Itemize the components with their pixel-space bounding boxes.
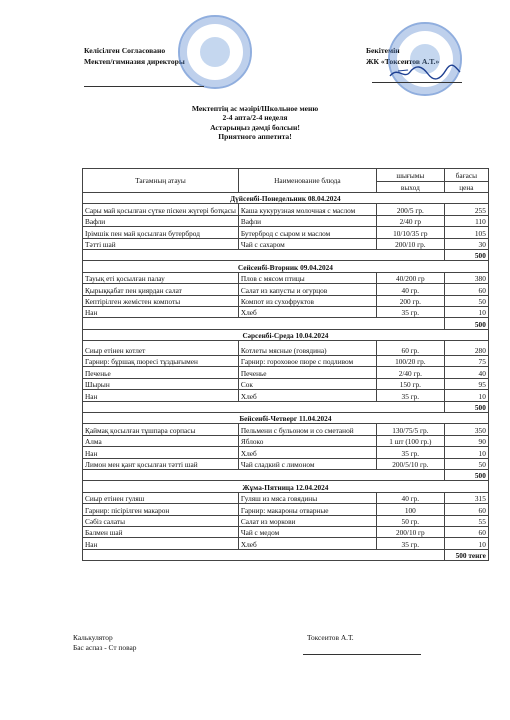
- dish-price: 60: [444, 526, 488, 537]
- day-row: [83, 193, 489, 204]
- dish-name-kz: Нан: [83, 390, 239, 401]
- day-total: 500: [444, 469, 488, 480]
- dish-name-kz: Кептiрiлген жемiстен компоты: [83, 295, 239, 306]
- footer-left: [73, 633, 136, 653]
- dish-output: 150 гр.: [376, 378, 444, 389]
- dish-price: 380: [444, 272, 488, 283]
- dish-output: 35 гр.: [376, 306, 444, 317]
- day-row: [83, 481, 489, 492]
- dish-price: 110: [444, 215, 488, 226]
- total-spacer: [83, 401, 445, 412]
- dish-price: 280: [444, 341, 488, 356]
- dish-price: 90: [444, 435, 488, 446]
- title-greeting-kz: Астарыңыз дәмді болсын!: [210, 122, 300, 132]
- dish-name-ru: Хлеб: [238, 306, 376, 317]
- dish-output: 200/5 гр.: [376, 204, 444, 215]
- dish-name-ru: Котлеты мясные (говядина): [238, 341, 376, 356]
- header-output-ru: выход: [376, 182, 444, 193]
- dish-name-ru: Печенье: [238, 367, 376, 378]
- dish-name-ru: Компот из сухофруктов: [238, 295, 376, 306]
- dish-output: 40 гр.: [376, 492, 444, 503]
- dish-name-kz: Шырын: [83, 378, 239, 389]
- dish-name-kz: Тауық етi қосылған палау: [83, 272, 239, 283]
- dish-price: 30: [444, 238, 488, 249]
- approval-left-title: Келісілген Согласовано: [84, 46, 166, 55]
- day-row: [83, 261, 489, 272]
- school-stamp: [178, 15, 252, 89]
- dish-price: 10: [444, 390, 488, 401]
- dish-name-kz: Лимон мен қант қосылған тәттi шай: [83, 458, 239, 469]
- dish-output: 35 гр.: [376, 390, 444, 401]
- dish-name-kz: Сары май қосылған сүтке пiскен жүгерi ботқасы: [83, 204, 239, 215]
- total-spacer: [83, 549, 445, 560]
- table-row: [83, 356, 489, 367]
- table-row: [83, 447, 489, 458]
- dish-name-ru: Чай с медом: [238, 526, 376, 537]
- header-output-kz: шығымы: [376, 169, 444, 182]
- dish-name-kz: Нан: [83, 447, 239, 458]
- total-spacer: [83, 318, 445, 329]
- day-row: [83, 413, 489, 424]
- dish-output: 200/5/10 гр.: [376, 458, 444, 469]
- dish-output: 130/75/5 гр.: [376, 424, 444, 435]
- dish-name-ru: Чай с сахаром: [238, 238, 376, 249]
- table-row: [83, 238, 489, 249]
- table-row: [83, 390, 489, 401]
- dish-output: 100: [376, 504, 444, 515]
- handwritten-signature: [388, 62, 462, 84]
- day-total: 500: [444, 401, 488, 412]
- dish-name-kz: Iрiмшiк пен май қосылған бутерброд: [83, 227, 239, 238]
- dish-name-ru: Гарнир: макароны отварные: [238, 504, 376, 515]
- dish-name-ru: Сок: [238, 378, 376, 389]
- total-row: [83, 318, 489, 329]
- total-spacer: [83, 469, 445, 480]
- table-row: [83, 435, 489, 446]
- footer-signer: Токсеитов А.Т.: [307, 633, 354, 642]
- dish-name-kz: Гарнир: пiсiрiлген макарон: [83, 504, 239, 515]
- dish-price: 50: [444, 295, 488, 306]
- total-row: [83, 249, 489, 260]
- table-row: [83, 295, 489, 306]
- dish-name-ru: Гарнир: гороховое пюре с подливом: [238, 356, 376, 367]
- dish-name-ru: Салат из моркови: [238, 515, 376, 526]
- table-row: [83, 367, 489, 378]
- dish-output: 200/10 гр.: [376, 238, 444, 249]
- header-price-kz: бағасы: [444, 169, 488, 182]
- dish-output: 2/40 гр: [376, 215, 444, 226]
- dish-name-kz: Қырыққабат пен қиярдан салат: [83, 284, 239, 295]
- dish-output: 200/10 гр: [376, 526, 444, 537]
- approval-right-entity: ЖК «Токсеитов А.Т.»: [366, 57, 440, 66]
- dish-output: 2/40 гр.: [376, 367, 444, 378]
- dish-name-kz: Балмен шай: [83, 526, 239, 537]
- table-row: [83, 306, 489, 317]
- dish-output: 40/200 гр: [376, 272, 444, 283]
- dish-output: 50 гр.: [376, 515, 444, 526]
- dish-price: 50: [444, 458, 488, 469]
- day-title: Сейсенбі-Вторник 09.04.2024: [83, 261, 489, 272]
- dish-price: 95: [444, 378, 488, 389]
- dish-price: 350: [444, 424, 488, 435]
- dish-name-ru: Гуляш из мяса говядины: [238, 492, 376, 503]
- dish-name-ru: Хлеб: [238, 390, 376, 401]
- dish-price: 55: [444, 515, 488, 526]
- title-week: 2-4 апта/2-4 неделя: [222, 113, 288, 123]
- dish-name-ru: Хлеб: [238, 538, 376, 549]
- dish-output: 200 гр.: [376, 295, 444, 306]
- dish-price: 10: [444, 538, 488, 549]
- day-title: Дүйсенбі-Понедельник 08.04.2024: [83, 193, 489, 204]
- header-ru-name: Наименование блюда: [238, 169, 376, 193]
- dish-name-ru: Плов с мясом птицы: [238, 272, 376, 283]
- entrepreneur-stamp: [388, 22, 462, 96]
- header-price-ru: цена: [444, 182, 488, 193]
- dish-name-kz: Сәбiз салаты: [83, 515, 239, 526]
- dish-price: 75: [444, 356, 488, 367]
- table-row: [83, 284, 489, 295]
- footer-chef: Бас аспаз - Ст повар: [73, 643, 137, 652]
- approval-left-role: Мектеп/гимназия директоры: [84, 57, 185, 66]
- dish-name-ru: Пельмени с бульоном и со сметаной: [238, 424, 376, 435]
- table-row: [83, 526, 489, 537]
- dish-output: 60 гр.: [376, 341, 444, 356]
- day-title: Сәрсенбі-Среда 10.04.2024: [83, 329, 489, 340]
- footer-calculator: Калькулятор: [73, 633, 113, 642]
- dish-name-ru: Хлеб: [238, 447, 376, 458]
- dish-price: 105: [444, 227, 488, 238]
- day-title: Жұма-Пятница 12.04.2024: [83, 481, 489, 492]
- dish-name-kz: Печенье: [83, 367, 239, 378]
- day-total: 500: [444, 318, 488, 329]
- dish-name-ru: Яблоко: [238, 435, 376, 446]
- approval-right-title: Бекітемін: [366, 46, 400, 55]
- dish-output: 100/20 гр.: [376, 356, 444, 367]
- approval-left: [84, 45, 185, 67]
- table-row: [83, 504, 489, 515]
- table-row: [83, 538, 489, 549]
- dish-output: 10/10/35 гр: [376, 227, 444, 238]
- table-row: [83, 215, 489, 226]
- dish-name-ru: Бутерброд с сыром и маслом: [238, 227, 376, 238]
- table-row: [83, 341, 489, 356]
- dish-name-kz: Сиыр етiнен котлет: [83, 341, 239, 356]
- dish-name-kz: Алма: [83, 435, 239, 446]
- table-row: [83, 424, 489, 435]
- dish-name-ru: Чай сладкий с лимоном: [238, 458, 376, 469]
- total-spacer: [83, 249, 445, 260]
- table-row: [83, 492, 489, 503]
- table-row: [83, 515, 489, 526]
- header-kz-name: Тағамның атауы: [83, 169, 239, 193]
- total-row: [83, 469, 489, 480]
- day-total: 500: [444, 249, 488, 260]
- dish-name-ru: Салат из капусты и огурцов: [238, 284, 376, 295]
- dish-output: 35 гр.: [376, 447, 444, 458]
- table-row: [83, 227, 489, 238]
- dish-name-kz: Қаймақ қосылған тұшпара сорпасы: [83, 424, 239, 435]
- dish-output: 35 гр.: [376, 538, 444, 549]
- table-row: [83, 204, 489, 215]
- dish-price: 255: [444, 204, 488, 215]
- day-total: 500 тенге: [444, 549, 488, 560]
- dish-price: 40: [444, 367, 488, 378]
- total-row: [83, 549, 489, 560]
- table-row: [83, 458, 489, 469]
- dish-name-kz: Вафли: [83, 215, 239, 226]
- dish-price: 10: [444, 447, 488, 458]
- signature-line-right: [372, 82, 462, 83]
- dish-name-kz: Тәттi шай: [83, 238, 239, 249]
- dish-price: 60: [444, 284, 488, 295]
- dish-price: 60: [444, 504, 488, 515]
- day-title: Бейсенбі-Четверг 11.04.2024: [83, 413, 489, 424]
- dish-name-ru: Каша кукурузная молочная с маслом: [238, 204, 376, 215]
- dish-output: 1 шт (100 гр.): [376, 435, 444, 446]
- menu-table: [82, 168, 489, 561]
- title-menu: Мектептің ас мәзірі/Школьное меню: [191, 104, 319, 113]
- table-row: [83, 272, 489, 283]
- footer-signature-line: [303, 654, 421, 655]
- dish-output: 40 гр.: [376, 284, 444, 295]
- dish-name-kz: Нан: [83, 538, 239, 549]
- day-row: [83, 329, 489, 340]
- table-row: [83, 378, 489, 389]
- title-greeting-ru: Приятного аппетита!: [218, 132, 292, 142]
- dish-price: 10: [444, 306, 488, 317]
- table-header-row: [83, 169, 489, 182]
- dish-price: 315: [444, 492, 488, 503]
- signature-line-left: [84, 86, 204, 87]
- total-row: [83, 401, 489, 412]
- dish-name-kz: Гарнир: бұршақ пюресi тұздығымен: [83, 356, 239, 367]
- menu-titles: [0, 104, 510, 142]
- dish-name-kz: Нан: [83, 306, 239, 317]
- dish-name-kz: Сиыр етiнен гуляш: [83, 492, 239, 503]
- dish-name-ru: Вафли: [238, 215, 376, 226]
